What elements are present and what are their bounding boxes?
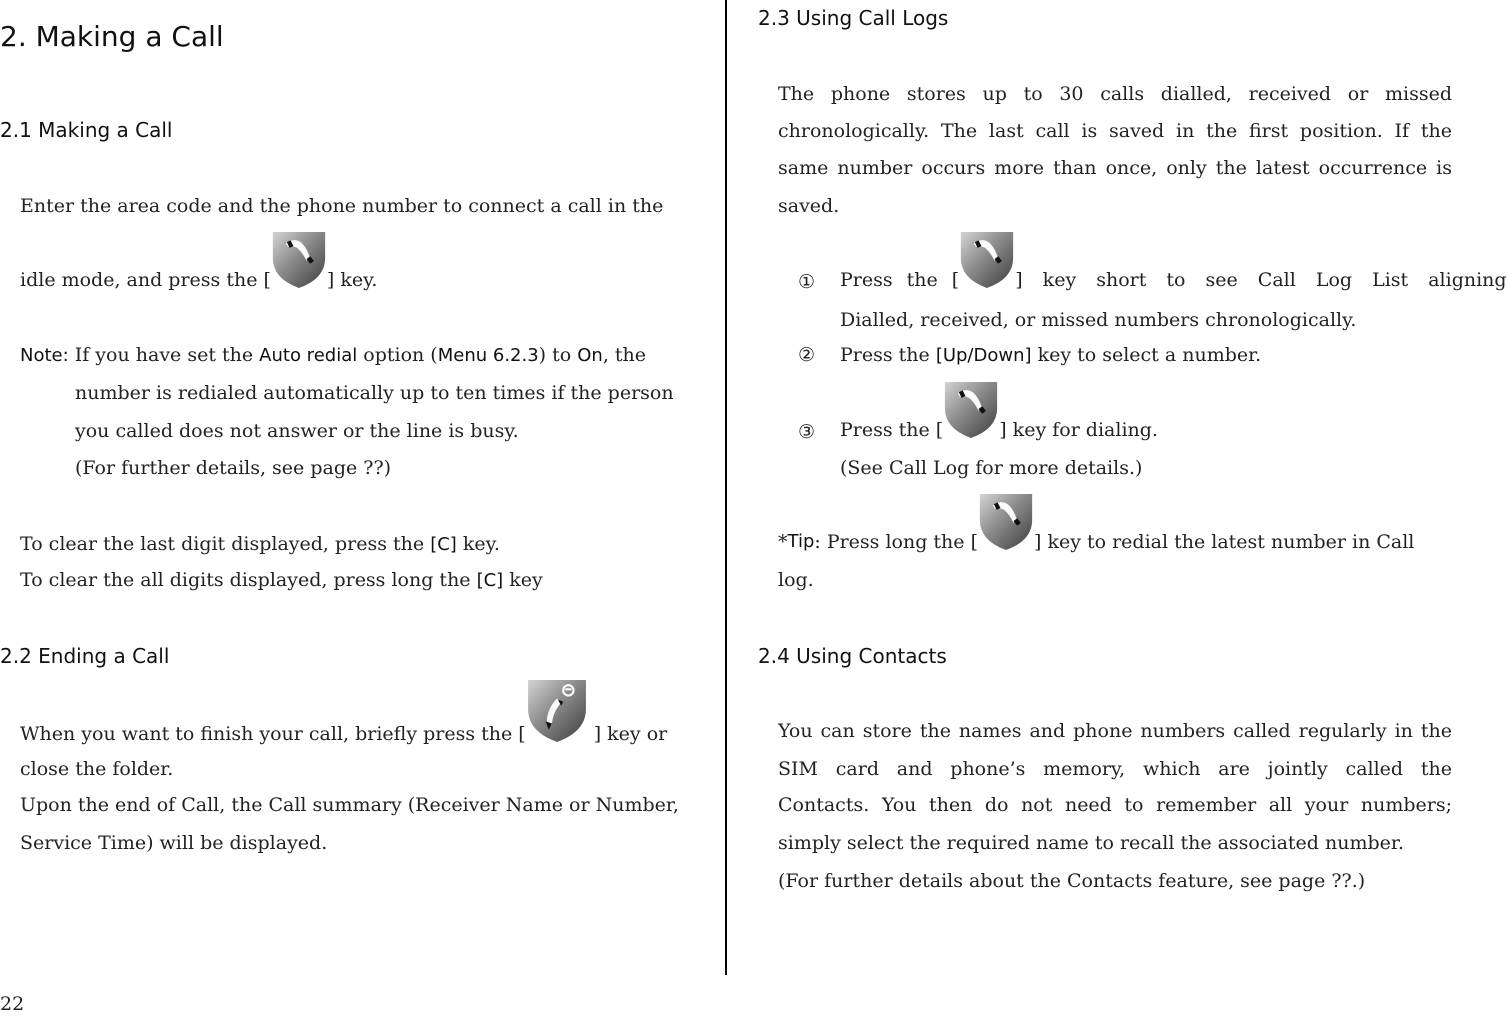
text-fragment: idle mode, and press the [ (20, 269, 271, 291)
auto-redial-term: Auto redial (259, 345, 358, 366)
call-logs-text-line2: chronologically. The last call is saved in the first position. If the (778, 120, 1452, 142)
text-fragment: When you want to finish your call, briefly press the [ (20, 723, 526, 745)
text-fragment: key. (456, 533, 500, 555)
step2-number: ② (798, 344, 816, 366)
step3-number: ③ (798, 421, 816, 443)
section-heading-2-1: 2.1 Making a Call (0, 118, 173, 142)
column-divider (725, 0, 727, 975)
ending-call-line1 (20, 676, 667, 746)
text-fragment: If you have set the (68, 344, 260, 366)
on-term: On (577, 345, 603, 366)
text-fragment: Press the [ (840, 269, 960, 291)
text-fragment: ] key short to see Call Log List aligning (1015, 269, 1507, 291)
call-logs-text-line4: saved. (778, 195, 840, 217)
contacts-text-line5: (For further details about the Contacts feature, see page ??.) (778, 870, 1366, 892)
text-fragment: key to select a number. (1031, 344, 1262, 366)
end-key-icon (526, 676, 588, 746)
note-label: Note: (20, 345, 69, 366)
clear-all-line (20, 568, 543, 593)
step1-line1 (840, 228, 1507, 292)
section-heading-2-3: 2.3 Using Call Logs (758, 6, 949, 30)
page-number: 22 (0, 993, 25, 1015)
note-line1 (20, 343, 646, 368)
text-fragment: ) to (538, 344, 578, 366)
send-key-icon (978, 490, 1034, 554)
send-key-icon (959, 228, 1015, 292)
step1-line2: Dialled, received, or missed numbers chronologically. (840, 309, 1357, 331)
tip-line2: log. (778, 569, 814, 591)
step1-number: ① (798, 271, 816, 293)
tip-line1 (778, 490, 1414, 554)
text-fragment: ] key for dialing. (999, 419, 1158, 441)
text-fragment: ] key to redial the latest number in Call (1034, 531, 1415, 553)
contacts-text-line3: Contacts. You then do not need to remember all your numbers; (778, 794, 1452, 816)
text-fragment: : Press long the [ (814, 531, 978, 553)
ending-call-line4: Service Time) will be displayed. (20, 832, 328, 854)
section-heading-2-4: 2.4 Using Contacts (758, 644, 947, 668)
send-key-icon (271, 228, 327, 292)
step3-line2: (See Call Log for more details.) (840, 457, 1143, 479)
note-line4: (For further details, see page ??) (75, 457, 392, 479)
tip-label: Tip (787, 531, 815, 552)
menu-ref: Menu 6.2.3 (437, 345, 539, 366)
section-heading-2-2: 2.2 Ending a Call (0, 644, 170, 668)
ending-call-line2: close the folder. (20, 758, 174, 780)
text-fragment: , the (602, 344, 647, 366)
call-logs-text-line3: same number occurs more than once, only the latest occurrence is (778, 157, 1452, 179)
text-fragment: option ( (357, 344, 438, 366)
clear-digit-line (20, 532, 500, 557)
call-logs-text-line1: The phone stores up to 30 calls dialled, received or missed (778, 83, 1452, 105)
up-down-key-label: [Up/Down] (935, 345, 1032, 366)
making-call-text-line1: Enter the area code and the phone number to connect a call in the (20, 195, 664, 217)
ending-call-line3: Upon the end of Call, the Call summary (Receiver Name or Number, (20, 794, 679, 816)
text-fragment: To clear the all digits displayed, press long the (20, 569, 477, 591)
text-fragment: * (778, 531, 788, 553)
text-fragment: ] key. (326, 269, 378, 291)
step1-lead (840, 228, 1015, 292)
text-fragment: Press the (840, 344, 936, 366)
text-fragment: ] key or (593, 723, 668, 745)
step3-line1 (840, 378, 1158, 442)
send-key-icon (943, 378, 999, 442)
c-key-label: [C] (476, 570, 504, 591)
contacts-text-line2: SIM card and phone’s memory, which are jointly called the (778, 758, 1452, 780)
making-call-text-line2 (20, 228, 377, 292)
note-line2: number is redialed automatically up to ten times if the person (75, 382, 674, 404)
step2-line (840, 343, 1261, 368)
text-fragment: To clear the last digit displayed, press the (20, 533, 431, 555)
page-title: 2. Making a Call (0, 20, 224, 53)
note-line3: you called does not answer or the line is busy. (75, 420, 519, 442)
contacts-text-line1: You can store the names and phone numbers called regularly in the (778, 720, 1452, 742)
c-key-label: [C] (430, 534, 457, 555)
text-fragment: Press the [ (840, 419, 944, 441)
contacts-text-line4: simply select the required name to recall the associated number. (778, 832, 1404, 854)
text-fragment: key (503, 569, 543, 591)
